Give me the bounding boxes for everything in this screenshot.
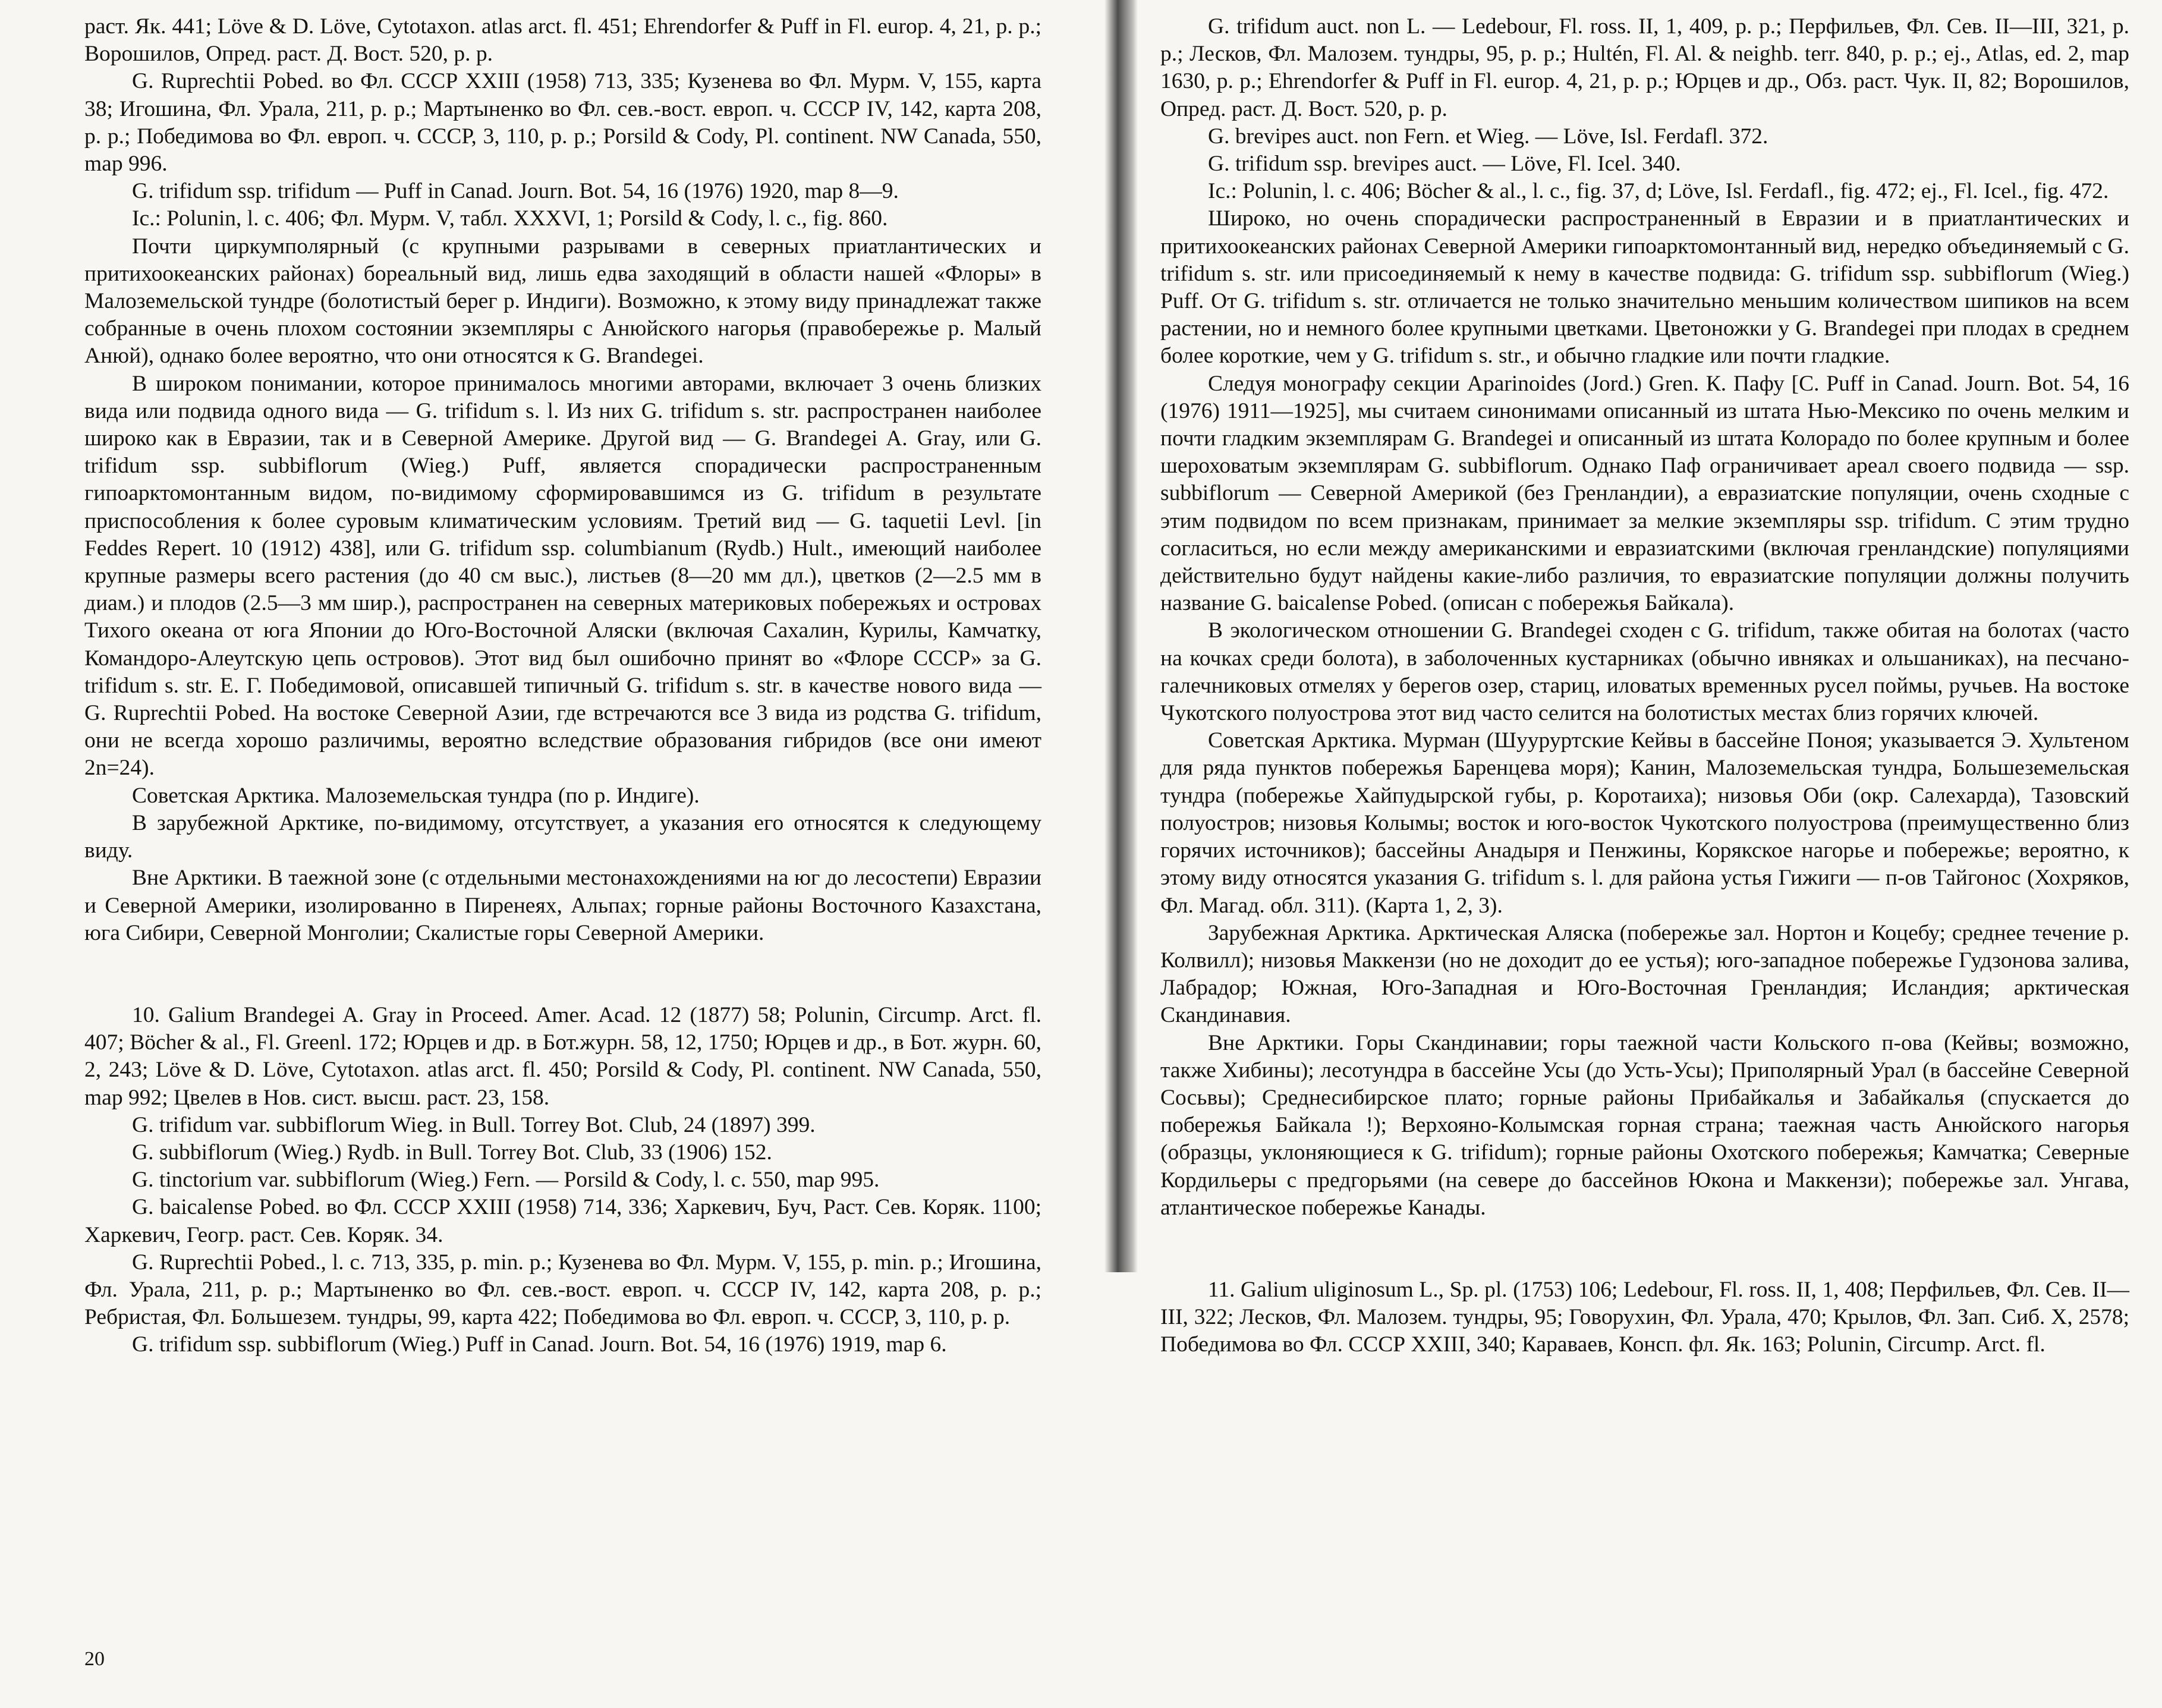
synonym-paragraph: G. trifidum var. subbiflorum Wieg. in Bull. Torrey Bot. Club, 24 (1897) 399. bbox=[132, 1112, 816, 1137]
synonym-paragraph: G. brevipes auct. non Fern. et Wieg. — Löve, Isl. Ferdafl. 372. bbox=[1208, 124, 1768, 149]
paragraph: Почти циркумполярный (с крупными разрывами в северных приатлантических и притихоокеанских районах) бореальный вид, лишь едва заходящий в области нашей «Флоры» в Малоземельской тундре (болотистый берег р. Индиги). Возможно, к этому виду принадлежат также собранные в очень плохом состоянии экземпляры с Анюйского нагорья (правобережье р. Малый Анюй), однако более вероятно, что они относятся к G. Brandegei. bbox=[84, 234, 1041, 369]
right-page bbox=[1076, 0, 2162, 1708]
paragraph: Следуя монографу секции Aparinoides (Jord.) Gren. К. Пафу [C. Puff in Canad. Journ. Bot. 54, 16 (1976) 1911—1925], мы считаем синонимами описанный из штата Нью-Мексико по очень мелким и почти гладким экземплярам G. Brandegei и описанный из штата Колорадо по более крупным и более шероховатым экземплярам G. subbiflorum. Однако Паф ограничивает ареал своего подвида — ssp. subbiflorum — Северной Америкой (без Гренландии), а евразиатские популяции, очень сходные с этим подвидом по всем признакам, принимает за мелкие экземпляры ssp. trifidum. С этим трудно согласиться, но если между американскими и евразиатскими (включая гренландские) популяциями действительно будут найдены какие-либо различия, то евразиатские популяции должны получить название G. baicalense Pobed. (описан с побережья Байкала). bbox=[1160, 371, 2129, 616]
left-page bbox=[0, 0, 1076, 1708]
synonym-paragraph: G. Ruprechtii Pobed. во Фл. СССР XXIII (1958) 713, 335; Кузенева во Фл. Мурм. V, 155, карта 38; Игошина, Фл. Урала, 211, p. p.; Мартыненко во Фл. сев.-вост. европ. ч. СССР IV, 142, карта 208, p. p.; Победимова во Фл. европ. ч. СССР, 3, 110, p. p.; Porsild & Cody, Pl. continent. NW Canada, 550, map 996. bbox=[84, 69, 1041, 177]
left-text-column bbox=[84, 13, 1041, 1359]
distribution-paragraph: Советская Арктика. Мурман (Шууруртские Кейвы в бассейне Поноя; указывается Э. Хультеном для ряда пунктов побережья Баренцева моря); Канин, Малоземельская тундра, Большеземельская тундра (побережье Хайпудырской губы, р. Коротаиха); низовья Оби (окр. Салехарда), Тазовский полуостров; низовья Колымы; восток и юго-восток Чукотского полуострова (преимущественно близ горячих источников); бассейны Анадыря и Пенжины, Корякское нагорье и побережье; вероятно, к этому виду относятся указания G. trifidum s. l. для района устья Гижиги — п-ов Тайгонос (Хохряков, Фл. Магад. обл. 311). (Карта 1, 2, 3). bbox=[1160, 728, 2129, 918]
synonym-paragraph: G. trifidum ssp. brevipes auct. — Löve, Fl. Icel. 340. bbox=[1208, 152, 1681, 177]
page-number: 20 bbox=[84, 1648, 105, 1670]
synonym-paragraph: G. trifidum ssp. subbiflorum (Wieg.) Puff in Canad. Journ. Bot. 54, 16 (1976) 1919, map 6. bbox=[132, 1332, 947, 1357]
distribution-paragraph: Вне Арктики. Горы Скандинавии; горы таежной части Кольского п-ова (Кейвы; возможно, также Хибины); лесотундра в бассейне Усы (до Усть-Усы); Приполярный Урал (в бассейне Северной Сосьвы); Среднесибирское плато; горные районы Прибайкалья и Забайкалья (спускается до побережья Байкала !); Верхояно-Колымская горная страна; таежная часть Анюйского нагорья (образцы, уклоняющиеся к G. trifidum); горные районы Охотского побережья; Камчатка; Северные Кордильеры с предгорьями (на севере до бассейнов Юкона и Маккензи); побережье зал. Унгава, атлантическое побережье Канады. bbox=[1160, 1030, 2129, 1220]
distribution-paragraph: В зарубежной Арктике, по-видимому, отсутствует, а указания его относятся к следующему виду. bbox=[84, 810, 1041, 863]
paragraph: Широко, но очень спорадически распространенный в Евразии и в приатлантических и притихоокеанских районах Северной Америки гипоарктомонтанный вид, нередко объединяемый с G. trifidum s. str. или присоединяемый к нему в качестве подвида: G. trifidum ssp. subbiflorum (Wieg.) Puff. От G. trifidum s. str. отличается не только значительно меньшим количеством шипиков на всем растении, но и немного более крупными цветками. Цветоножки у G. Brandegei при плодах в среднем более короткие, чем у G. trifidum s. str., и обычно гладкие или почти гладкие. bbox=[1160, 206, 2129, 369]
paragraph: В экологическом отношении G. Brandegei сходен с G. trifidum, также обитая на болотах (часто на кочках среди болота), в заболоченных кустарниках (обычно ивняках и ольшаниках), на песчано-галечниковых отмелях у берегов озер, стариц, иловатых временных русел поймы, ручьев. На востоке Чукотского полуострова этот вид часто селится на болотистых местах близ горячих ключей. bbox=[1160, 618, 2129, 726]
distribution-paragraph: Вне Арктики. В таежной зоне (с отдельными местонахождениями на юг до лесостепи) Евразии и Северной Америки, изолированно в Пиренеях, Альпах; горные районы Восточного Казахстана, юга Сибири, Северной Монголии; Скалистые горы Северной Америки. bbox=[84, 866, 1041, 945]
paragraph: В широком понимании, которое принималось многими авторами, включает 3 очень близких вида или подвида одного вида — G. trifidum s. l. Из них G. trifidum s. str. распространен наиболее широко как в Евразии, так и в Северной Америке. Другой вид — G. Brandegei A. Gray, или G. trifidum ssp. subbiflorum (Wieg.) Puff, является спорадически распространенным гипоарктомонтанным видом, по-видимому сформировавшимся из G. trifidum в результате приспособления к более суровым климатическим условиям. Третий вид — G. taquetii Levl. [in Feddes Repert. 10 (1912) 438], или G. trifidum ssp. columbianum (Rydb.) Hult., имеющий наиболее крупные размеры всего растения (до 40 см выс.), листьев (8—20 мм дл.), цветков (2—2.5 мм в диам.) и плодов (2.5—3 мм шир.), распространен на северных материковых побережьях и островах Тихого океана от юга Японии до Юго-Восточной Аляски (включая Сахалин, Курилы, Камчатку, Командоро-Алеутскую цепь островов). Этот вид был ошибочно принят во «Флоре СССР» за G. trifidum s. str. Е. Г. Победимовой, описавшей типичный G. trifidum s. str. в качестве нового вида — G. Ruprechtii Pobed. На востоке Северной Азии, где встречаются все 3 вида из родства G. trifidum, они не всегда хорошо различимы, вероятно вследствие образования гибридов (все они имеют 2n=24). bbox=[84, 371, 1041, 781]
synonym-paragraph: G. Ruprechtii Pobed., l. c. 713, 335, p. min. p.; Кузенева во Фл. Мурм. V, 155, p. min. p.; Игошина, Фл. Урала, 211, p. p.; Мартыненко во Фл. сев.-вост. европ. ч. СССР IV, 142, карта 208, p. p.; Ребристая, Фл. Большезем. тундры, 99, карта 422; Победимова во Фл. европ. ч. СССР, 3, 110, p. p. bbox=[84, 1250, 1041, 1330]
icones-paragraph: Ic.: Polunin, l. c. 406; Фл. Мурм. V, табл. XXXVI, 1; Porsild & Cody, l. c., fig. 860. bbox=[132, 206, 888, 231]
species-heading-paragraph: 11. Galium uliginosum L., Sp. pl. (1753) 106; Ledebour, Fl. ross. II, 1, 408; Перфильев, Фл. Сев. II—III, 322; Лесков, Фл. Малозем. тундры, 95; Говорухин, Фл. Урала, 470; Крылов, Фл. Зап. Сиб. X, 2578; Победимова во Фл. СССР XXIII, 340; Караваев, Консп. фл. Як. 163; Polunin, Circump. Arct. fl. bbox=[1160, 1277, 2129, 1357]
distribution-paragraph: Зарубежная Арктика. Арктическая Аляска (побережье зал. Нортон и Коцебу; среднее течение р. Колвилл); низовья Маккензи (но не доходит до ее устья); юго-западное побережье Гудзонова залива, Лабрадор; Южная, Юго-Западная и Юго-Восточная Гренландия; Исландия; арктическая Скандинавия. bbox=[1160, 920, 2129, 1028]
synonym-paragraph: G. trifidum ssp. trifidum — Puff in Canad. Journ. Bot. 54, 16 (1976) 1920, map 8—9. bbox=[132, 179, 899, 204]
paragraph: раст. Як. 441; Löve & D. Löve, Cytotaxon. atlas arct. fl. 451; Ehrendorfer & Puff in Fl. europ. 4, 21, p. p.; Ворошилов, Опред. раст. Д. Вост. 520, p. p. bbox=[84, 14, 1041, 67]
section-gap bbox=[1160, 1222, 2129, 1276]
synonym-paragraph: G. subbiflorum (Wieg.) Rydb. in Bull. Torrey Bot. Club, 33 (1906) 152. bbox=[132, 1140, 772, 1165]
synonym-paragraph: G. baicalense Pobed. во Фл. СССР XXIII (1958) 714, 336; Харкевич, Буч, Раст. Сев. Коряк. 1100; Харкевич, Геогр. раст. Сев. Коряк. 34. bbox=[84, 1195, 1041, 1247]
synonym-paragraph: G. trifidum auct. non L. — Ledebour, Fl. ross. II, 1, 409, p. p.; Перфильев, Фл. Сев. II—III, 321, p. p.; Лесков, Фл. Малозем. тундры, 95, p. p.; Hultén, Fl. Al. & neighb. terr. 840, p. p.; ej., Atlas, ed. 2, map 1630, p. p.; Ehrendorfer & Puff in Fl. europ. 4, 21, p. p.; Юрцев и др., Обз. раст. Чук. II, 82; Ворошилов, Опред. раст. Д. Вост. 520, p. p. bbox=[1160, 14, 2129, 121]
icones-paragraph: Ic.: Polunin, l. c. 406; Böcher & al., l. c., fig. 37, d; Löve, Isl. Ferdafl., fig. 472; ej., Fl. Icel., fig. 472. bbox=[1208, 179, 2109, 204]
section-gap bbox=[84, 947, 1041, 1002]
right-text-column bbox=[1160, 13, 2129, 1359]
species-heading-paragraph: 10. Galium Brandegei A. Gray in Proceed. Amer. Acad. 12 (1877) 58; Polunin, Circump. Arct. fl. 407; Böcher & al., Fl. Greenl. 172; Юрцев и др. в Бот.журн. 58, 12, 1750; Юрцев и др., в Бот. журн. 60, 2, 243; Löve & D. Löve, Cytotaxon. atlas arct. fl. 450; Porsild & Cody, Pl. continent. NW Canada, 550, map 992; Цвелев в Нов. сист. высш. раст. 23, 158. bbox=[84, 1002, 1041, 1110]
distribution-paragraph: Советская Арктика. Малоземельская тундра (по р. Индиге). bbox=[132, 783, 700, 808]
synonym-paragraph: G. tinctorium var. subbiflorum (Wieg.) Fern. — Porsild & Cody, l. c. 550, map 995. bbox=[132, 1168, 880, 1193]
